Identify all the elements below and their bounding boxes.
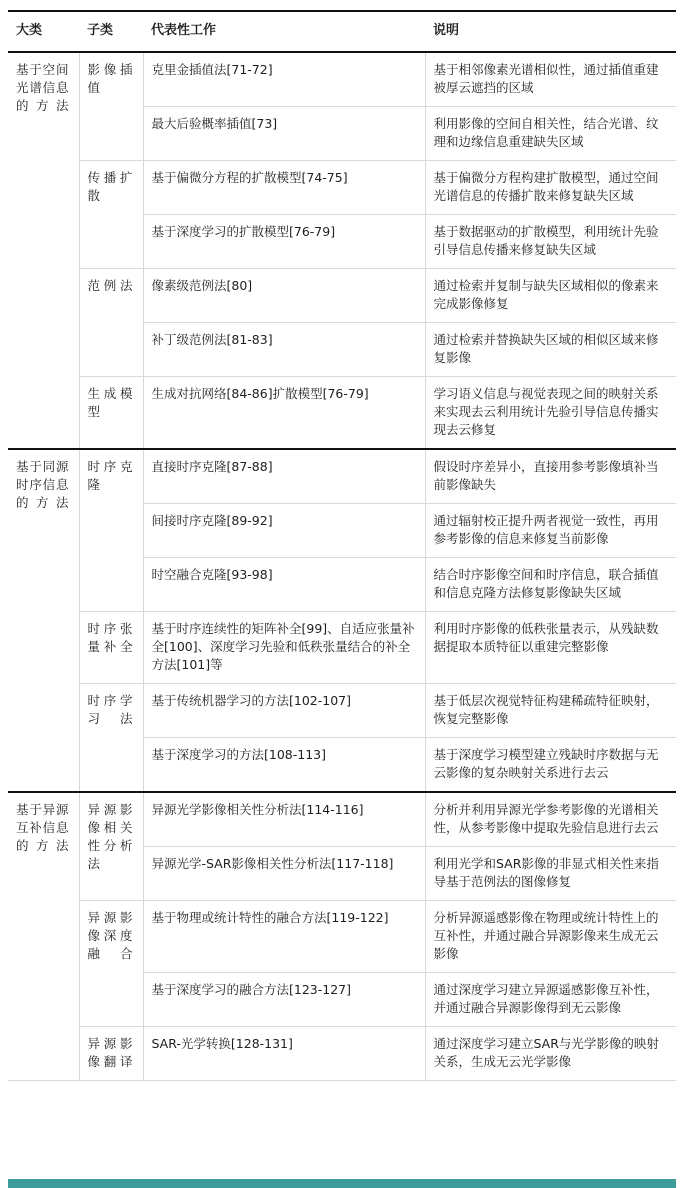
table-row [8, 269, 676, 323]
subcategory-cell: 时序张量补全 [79, 612, 143, 684]
subcategory-cell: 异源影像翻译 [79, 1027, 143, 1081]
subcategory-cell: 异源影像相关性分析法 [79, 792, 143, 901]
work-cell: 最大后验概率插值[73] [143, 107, 425, 161]
description-cell: 基于深度学习模型建立残缺时序数据与无云影像的复杂映射关系进行去云 [425, 738, 676, 793]
table-row [8, 792, 676, 847]
subcategory-cell: 时序学习法 [79, 684, 143, 793]
description-cell: 利用时序影像的低秩张量表示，从残缺数据提取本质特征以重建完整影像 [425, 612, 676, 684]
table-row [8, 901, 676, 973]
subcategory-cell: 生成模型 [79, 377, 143, 450]
header-description: 说明 [425, 11, 676, 52]
work-cell: 基于物理或统计特性的融合方法[119-122] [143, 901, 425, 973]
header-row [8, 11, 676, 52]
work-cell: 时空融合克隆[93-98] [143, 558, 425, 612]
work-cell: 间接时序克隆[89-92] [143, 504, 425, 558]
subcategory-cell: 传播扩散 [79, 161, 143, 269]
header-representative-work: 代表性工作 [143, 11, 425, 52]
work-cell: 直接时序克隆[87-88] [143, 449, 425, 504]
description-cell: 分析异源遥感影像在物理或统计特性上的互补性，并通过融合异源影像来生成无云影像 [425, 901, 676, 973]
work-cell: 异源光学-SAR影像相关性分析法[117-118] [143, 847, 425, 901]
description-cell: 分析并利用异源光学参考影像的光谱相关性，从参考影像中提取先验信息进行去云 [425, 792, 676, 847]
description-cell: 利用光学和SAR影像的非显式相关性来指导基于范例法的图像修复 [425, 847, 676, 901]
subcategory-cell: 时序克隆 [79, 449, 143, 612]
footer-bar [8, 1179, 676, 1188]
description-cell: 通过辐射校正提升两者视觉一致性，再用参考影像的信息来修复当前影像 [425, 504, 676, 558]
work-cell: 基于偏微分方程的扩散模型[74-75] [143, 161, 425, 215]
table-row [8, 684, 676, 738]
work-cell: 像素级范例法[80] [143, 269, 425, 323]
methods-table [8, 10, 676, 1081]
work-cell: 基于深度学习的融合方法[123-127] [143, 973, 425, 1027]
work-cell: 生成对抗网络[84-86]扩散模型[76-79] [143, 377, 425, 450]
work-cell: 基于传统机器学习的方法[102-107] [143, 684, 425, 738]
description-cell: 通过检索并复制与缺失区域相似的像素来完成影像修复 [425, 269, 676, 323]
category-cell: 基于异源互补信息的方法 [8, 792, 79, 1081]
header-subcategory: 子类 [79, 11, 143, 52]
description-cell: 通过深度学习建立异源遥感影像互补性，并通过融合异源影像得到无云影像 [425, 973, 676, 1027]
description-cell: 学习语义信息与视觉表现之间的映射关系来实现去云利用统计先验引导信息传播实现去云修复 [425, 377, 676, 450]
category-cell: 基于同源时序信息的方法 [8, 449, 79, 792]
description-cell: 假设时序差异小，直接用参考影像填补当前影像缺失 [425, 449, 676, 504]
table-row [8, 1027, 676, 1081]
description-cell: 通过检索并替换缺失区域的相似区域来修复影像 [425, 323, 676, 377]
table-row [8, 52, 676, 107]
work-cell: 克里金插值法[71-72] [143, 52, 425, 107]
table-row [8, 161, 676, 215]
table-row [8, 449, 676, 504]
work-cell: 补丁级范例法[81-83] [143, 323, 425, 377]
work-cell: SAR-光学转换[128-131] [143, 1027, 425, 1081]
subcategory-cell: 影像插值 [79, 52, 143, 161]
table-container [8, 10, 676, 1081]
subcategory-cell: 范例法 [79, 269, 143, 377]
work-cell: 基于时序连续性的矩阵补全[99]、自适应张量补全[100]、深度学习先验和低秩张量结合的补全方法[101]等 [143, 612, 425, 684]
description-cell: 基于偏微分方程构建扩散模型，通过空间光谱信息的传播扩散来修复缺失区域 [425, 161, 676, 215]
work-cell: 基于深度学习的扩散模型[76-79] [143, 215, 425, 269]
subcategory-cell: 异源影像深度融合 [79, 901, 143, 1027]
work-cell: 基于深度学习的方法[108-113] [143, 738, 425, 793]
table-body [8, 52, 676, 1081]
table-row [8, 377, 676, 450]
description-cell: 基于数据驱动的扩散模型，利用统计先验引导信息传播来修复缺失区域 [425, 215, 676, 269]
work-cell: 异源光学影像相关性分析法[114-116] [143, 792, 425, 847]
description-cell: 通过深度学习建立SAR与光学影像的映射关系，生成无云光学影像 [425, 1027, 676, 1081]
description-cell: 基于低层次视觉特征构建稀疏特征映射，恢复完整影像 [425, 684, 676, 738]
description-cell: 基于相邻像素光谱相似性，通过插值重建被厚云遮挡的区域 [425, 52, 676, 107]
category-cell: 基于空间光谱信息的方法 [8, 52, 79, 449]
description-cell: 利用影像的空间自相关性，结合光谱、纹理和边缘信息重建缺失区域 [425, 107, 676, 161]
header-category: 大类 [8, 11, 79, 52]
table-row [8, 612, 676, 684]
description-cell: 结合时序影像空间和时序信息，联合插值和信息克隆方法修复影像缺失区域 [425, 558, 676, 612]
